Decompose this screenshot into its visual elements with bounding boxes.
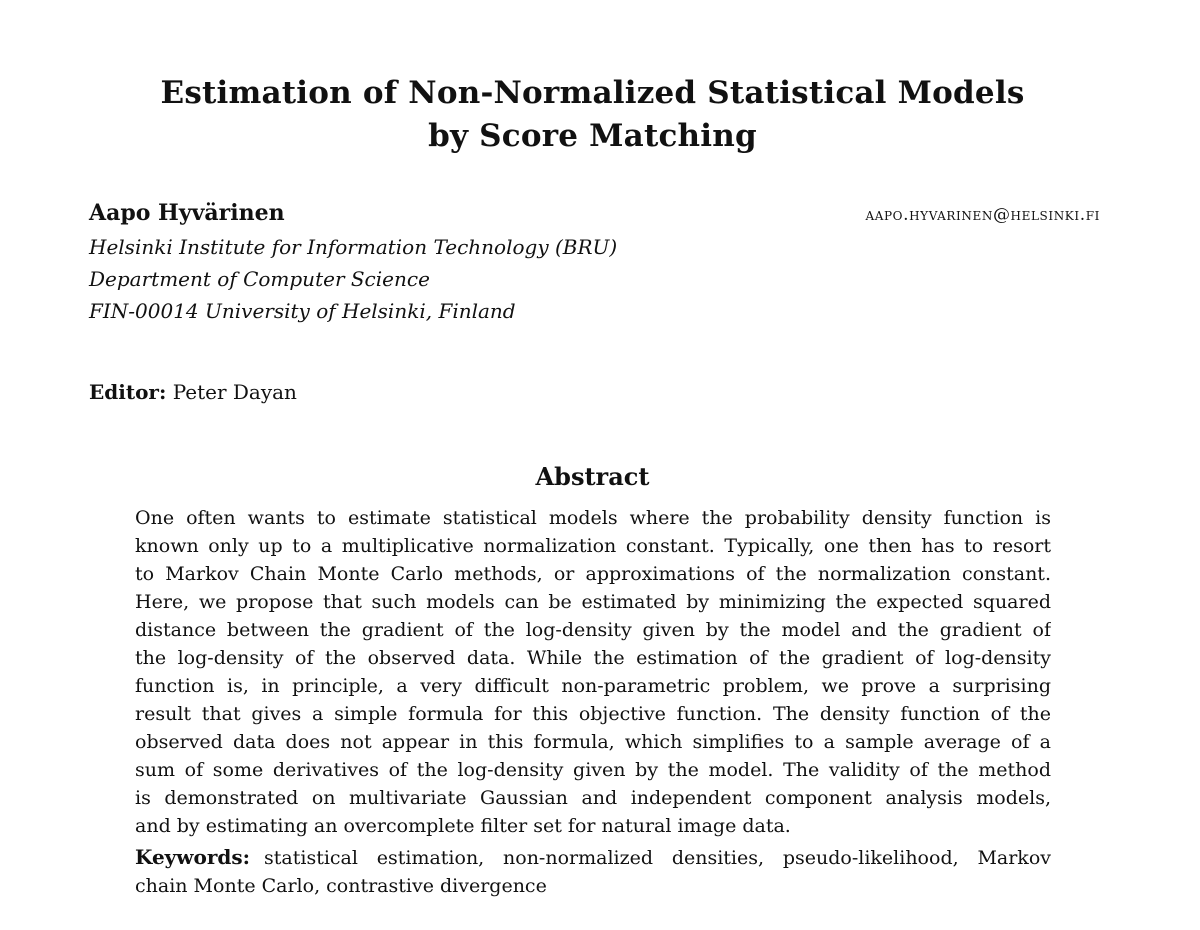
- affiliation-address: FIN-00014 University of Helsinki, Finland: [89, 299, 516, 323]
- editor-label: Editor:: [89, 380, 167, 404]
- abstract-line: One often wants to estimate statistical models where the probability density function is: [135, 507, 1051, 529]
- editor-line: [89, 378, 297, 406]
- abstract-line: observed data does not appear in this formula, which simplifies to a sample average of a: [135, 731, 1051, 753]
- abstract-heading: Abstract: [535, 462, 650, 491]
- abstract-line: sum of some derivatives of the log-density given by the model. The validity of the method: [135, 759, 1051, 781]
- abstract-line: to Markov Chain Monte Carlo methods, or approximations of the normalization constant.: [135, 563, 1051, 585]
- affiliation-institute: Helsinki Institute for Information Technology (BRU): [89, 235, 618, 259]
- author-email: aapo.hyvarinen@helsinki.fi: [865, 205, 1100, 225]
- editor-name: Peter Dayan: [172, 380, 297, 404]
- keywords-line-1: [135, 843, 1051, 872]
- affiliation-department: Department of Computer Science: [89, 267, 430, 291]
- paper-title: [0, 72, 1185, 158]
- abstract-line: known only up to a multiplicative normalization constant. Typically, one then has to resort: [135, 535, 1051, 557]
- keywords: [135, 843, 1051, 900]
- paper-title-line-1: Estimation of Non-Normalized Statistical Models: [160, 75, 1025, 111]
- abstract-line: Here, we propose that such models can be estimated by minimizing the expected squared: [135, 591, 1051, 613]
- abstract-line: is demonstrated on multivariate Gaussian and independent component analysis models,: [135, 787, 1051, 809]
- keywords-label: Keywords:: [135, 845, 251, 869]
- keywords-text-2: chain Monte Carlo, contrastive divergence: [135, 875, 547, 897]
- abstract-line: result that gives a simple formula for this objective function. The density function of the: [135, 703, 1051, 725]
- abstract-body: [135, 504, 1051, 840]
- keywords-text-1: statistical estimation, non-normalized densities, pseudo-likelihood, Markov: [264, 847, 1051, 869]
- paper-title-line-2: by Score Matching: [428, 118, 757, 154]
- author-name: Aapo Hyvärinen: [89, 200, 285, 226]
- abstract-line: distance between the gradient of the log-density given by the model and the gradient of: [135, 619, 1051, 641]
- abstract-line: and by estimating an overcomplete filter set for natural image data.: [135, 815, 791, 837]
- abstract-line: function is, in principle, a very difficult non-parametric problem, we prove a surprising: [135, 675, 1051, 697]
- abstract-line: the log-density of the observed data. While the estimation of the gradient of log-density: [135, 647, 1051, 669]
